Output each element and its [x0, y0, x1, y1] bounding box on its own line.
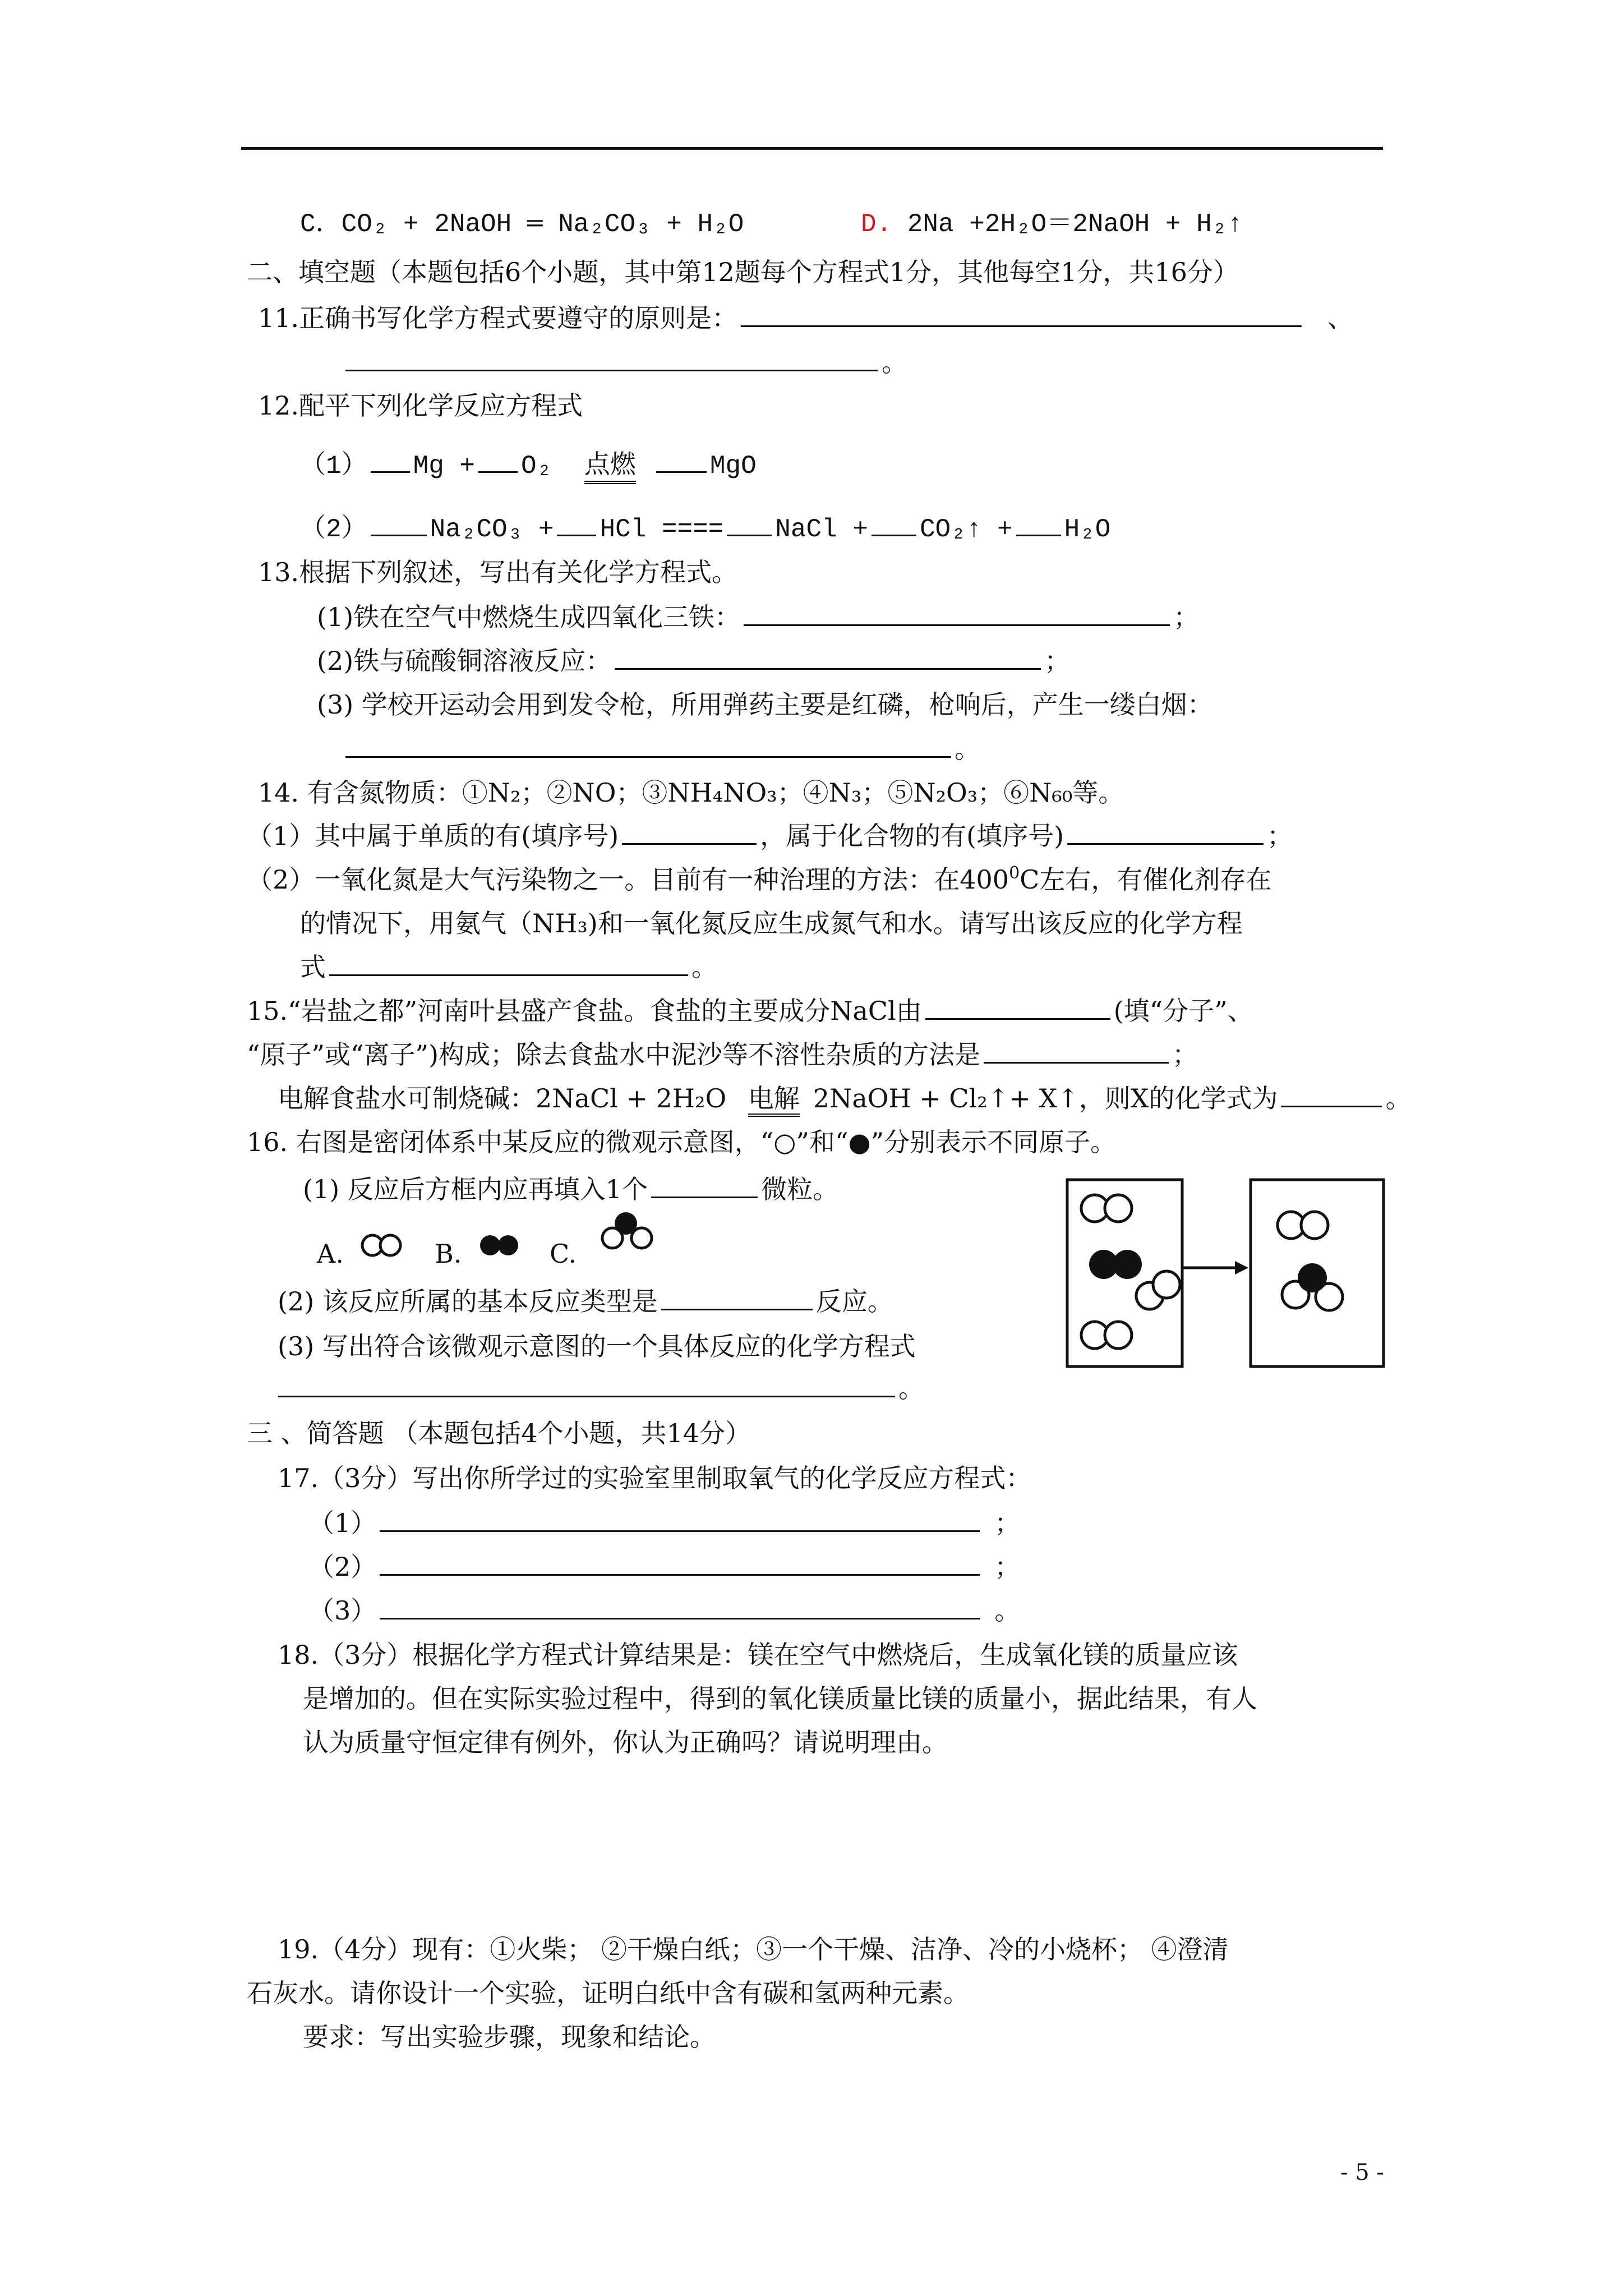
q14-blank-1[interactable]	[622, 821, 757, 845]
q15-line1	[247, 994, 1253, 1028]
q18-line2: 是增加的。但在实际实验过程中，得到的氧化镁质量比镁的质量小，据此结果，有人	[303, 1683, 1257, 1714]
eq1-mg: Mg +	[413, 452, 476, 481]
eq2-na2co3: Na₂CO₃ +	[430, 515, 554, 544]
reaction-arrow-icon	[1183, 1261, 1248, 1274]
q10-option-c: C．CO₂ + 2NaOH ═ Na₂CO₃ + H₂O	[300, 210, 744, 239]
q14-part-2-line3	[300, 950, 717, 984]
header-rule	[241, 147, 1383, 150]
q17-answer-3	[308, 1594, 1020, 1627]
q14-p2-text-b: C左右，有催化剂存在	[1020, 864, 1272, 895]
eq2-number: （2）	[300, 515, 367, 544]
q14-p1-text-a: （1）其中属于单质的有(填序号)	[247, 821, 619, 851]
q14-degree: 0	[1009, 863, 1020, 883]
eq1-o2: O₂	[521, 452, 552, 481]
eq1-condition: 点燃	[584, 452, 636, 484]
eq1-number: （1）	[300, 452, 367, 481]
eq2-co2: CO₂↑ +	[919, 515, 1013, 544]
q19-line1: 19.（4分）现有：①火柴； ②干燥白纸；③一个干燥、洁净、冷的小烧杯； ④澄清	[278, 1934, 1229, 1964]
option-c-label[interactable]: C.	[550, 1239, 577, 1269]
eq2-blank-4[interactable]	[872, 512, 916, 536]
q11-blank-2[interactable]	[345, 347, 878, 371]
q13-p1-text: (1)铁在空气中燃烧生成四氧化三铁：	[317, 602, 741, 632]
q17-title: 17.（3分）写出你所学过的实验室里制取氧气的化学反应方程式：	[278, 1463, 1032, 1493]
q16-p1-text: (1) 反应后方框内应再填入1个	[303, 1174, 648, 1204]
q10-option-d	[861, 208, 1243, 241]
q14-end: 。	[691, 952, 717, 982]
eq1-blank-2[interactable]	[478, 449, 518, 473]
option-a-molecule-icon	[359, 1228, 409, 1262]
q19-line3: 要求：写出实验步骤，现象和结论。	[303, 2022, 716, 2052]
page-number: - 5 -	[1340, 2160, 1384, 2185]
q13-part-3: (3) 学校开运动会用到发令枪，所用弹药主要是红磷，枪响后，产生一缕白烟：	[317, 689, 1213, 720]
q17-blank-3[interactable]	[380, 1595, 980, 1619]
q16-blank-1[interactable]	[651, 1174, 758, 1198]
q17-semi-1: ；	[994, 1508, 1021, 1538]
eq2-nacl: NaCl +	[775, 515, 868, 544]
q17-blank-2[interactable]	[380, 1552, 980, 1576]
q12-title: 12.配平下列化学反应方程式	[258, 390, 583, 421]
q13-part-2	[317, 644, 1070, 678]
eq1-blank-1[interactable]	[371, 449, 410, 473]
q11-blank-1[interactable]	[741, 303, 1302, 327]
q15-text-e: 电解食盐水可制烧碱：2NaCl + 2H₂O	[278, 1083, 727, 1114]
eq2-hcl: HCl ====	[600, 515, 724, 544]
section-3-heading: 三 、简答题 （本题包括4个小题，共14分）	[247, 1418, 751, 1448]
q14-p2-text-a: （2）一氧化氮是大气污染物之一。目前有一种治理的方法：在400	[247, 864, 1009, 895]
q16-blank-3[interactable]	[278, 1373, 895, 1397]
q18-line1: 18.（3分）根据化学方程式计算结果是：镁在空气中燃烧后，生成氧化镁的质量应该	[278, 1640, 1238, 1670]
q11-end: 。	[882, 347, 907, 378]
option-b-label[interactable]: B.	[435, 1239, 462, 1269]
q14-part-2-line2: 的情况下，用氨气（NH₃)和一氧化氮反应生成氮气和水。请写出该反应的化学方程	[300, 908, 1243, 938]
after-reaction-box	[1251, 1180, 1384, 1366]
q16-blank-2[interactable]	[661, 1286, 813, 1310]
option-c-molecule-icon	[594, 1209, 662, 1259]
q16-part-3: (3) 写出符合该微观示意图的一个具体反应的化学方程式	[278, 1331, 916, 1361]
option-b-molecule-icon	[477, 1228, 527, 1262]
q16-part-1	[303, 1172, 838, 1206]
eq2-blank-3[interactable]	[727, 512, 772, 536]
q19-line2: 石灰水。请你设计一个实验，证明白纸中含有碳和氢两种元素。	[247, 1978, 969, 2008]
before-reaction-box	[1067, 1180, 1182, 1366]
q16-part-3-answer	[275, 1372, 924, 1405]
q15-line2	[247, 1038, 1198, 1071]
q13-blank-1[interactable]	[744, 602, 1170, 626]
option-d-text: 2Na +2H₂O＝2NaOH + H₂↑	[907, 210, 1243, 239]
q11-sep: 、	[1327, 303, 1354, 333]
eq2-blank-5[interactable]	[1016, 512, 1061, 536]
q16-part-2	[278, 1285, 893, 1318]
q16-p1-end: 微粒。	[761, 1174, 839, 1204]
q11-line2	[342, 346, 907, 379]
q17-answer-1	[308, 1506, 1020, 1540]
option-d-letter: D.	[861, 210, 892, 239]
q17-number-2: （2）	[308, 1552, 377, 1582]
q16-title: 16. 右图是密闭体系中某反应的微观示意图，“○”和“●”分别表示不同原子。	[247, 1127, 1117, 1157]
q17-semi-2: ；	[994, 1552, 1021, 1582]
q14-p1-text-b: ，属于化合物的有(填序号)	[760, 821, 1064, 851]
eq1-blank-3[interactable]	[656, 449, 707, 473]
eq2-blank-1[interactable]	[371, 512, 427, 536]
q17-number-3: （3）	[308, 1595, 377, 1626]
q15-blank-3[interactable]	[1281, 1083, 1382, 1107]
q14-blank-2[interactable]	[1067, 821, 1264, 845]
q13-blank-3[interactable]	[345, 734, 951, 758]
q13-title: 13.根据下列叙述，写出有关化学方程式。	[258, 557, 738, 587]
eq2-h2o: H₂O	[1064, 515, 1111, 544]
q15-condition: 电解	[748, 1083, 800, 1117]
q17-answer-2	[308, 1550, 1020, 1584]
q15-text-f: 2NaOH + Cl₂↑+ X↑，则X的化学式为	[813, 1083, 1278, 1114]
q17-blank-1[interactable]	[380, 1508, 980, 1532]
q15-blank-1[interactable]	[925, 996, 1110, 1020]
q13-blank-2[interactable]	[615, 646, 1041, 670]
q14-part-2-line1	[247, 863, 1271, 896]
q13-part-3-answer	[342, 732, 980, 766]
eq2-blank-2[interactable]	[557, 512, 596, 536]
q13-part-1	[317, 600, 1199, 634]
q15-line3	[278, 1082, 1411, 1115]
q13-end: 。	[955, 734, 980, 764]
option-a-label[interactable]: A.	[317, 1239, 344, 1269]
q13-p2-semi: ；	[1044, 646, 1071, 676]
q14-title: 14. 有含氮物质：①N₂；②NO；③NH₄NO₃；④N₃；⑤N₂O₃；⑥N₆₀等。	[258, 777, 1124, 808]
q11-line1	[258, 301, 1353, 335]
q11-text: 11.正确书写化学方程式要遵守的原则是：	[258, 303, 738, 333]
q12-equation-1	[300, 449, 757, 483]
q12-equation-2	[300, 512, 1110, 546]
q14-blank-3[interactable]	[329, 952, 688, 976]
q15-text-a: 15.“岩盐之都”河南叶县盛产食盐。食盐的主要成分NaCl由	[247, 996, 922, 1026]
q15-text-b: (填“分子”、	[1113, 996, 1253, 1026]
q16-p2-end: 反应。	[815, 1286, 893, 1317]
q14-p2-text-d: 式	[300, 952, 326, 982]
q14-p1-end: ；	[1267, 821, 1293, 851]
q16-end: 。	[898, 1373, 924, 1404]
section-2-heading: 二、填空题（本题包括6个小题，其中第12题每个方程式1分，其他每空1分，共16分）	[247, 257, 1239, 287]
q13-p2-text: (2)铁与硫酸铜溶液反应：	[317, 646, 612, 676]
q14-part-1	[247, 819, 1293, 853]
q13-p1-semi: ；	[1173, 602, 1200, 632]
q15-end: 。	[1385, 1083, 1412, 1114]
q18-line3: 认为质量守恒定律有例外，你认为正确吗？请说明理由。	[303, 1727, 948, 1757]
eq1-mgo: MgO	[709, 452, 757, 481]
reaction-micro-diagram	[1066, 1178, 1385, 1369]
q15-text-d: ；	[1172, 1039, 1198, 1070]
q16-p2-text: (2) 该反应所属的基本反应类型是	[278, 1286, 658, 1317]
q17-number-1: （1）	[308, 1508, 377, 1538]
q15-blank-2[interactable]	[984, 1039, 1169, 1064]
q17-end: 。	[994, 1595, 1021, 1626]
q15-text-c: “原子”或“离子”)构成；除去食盐水中泥沙等不溶性杂质的方法是	[247, 1039, 981, 1070]
